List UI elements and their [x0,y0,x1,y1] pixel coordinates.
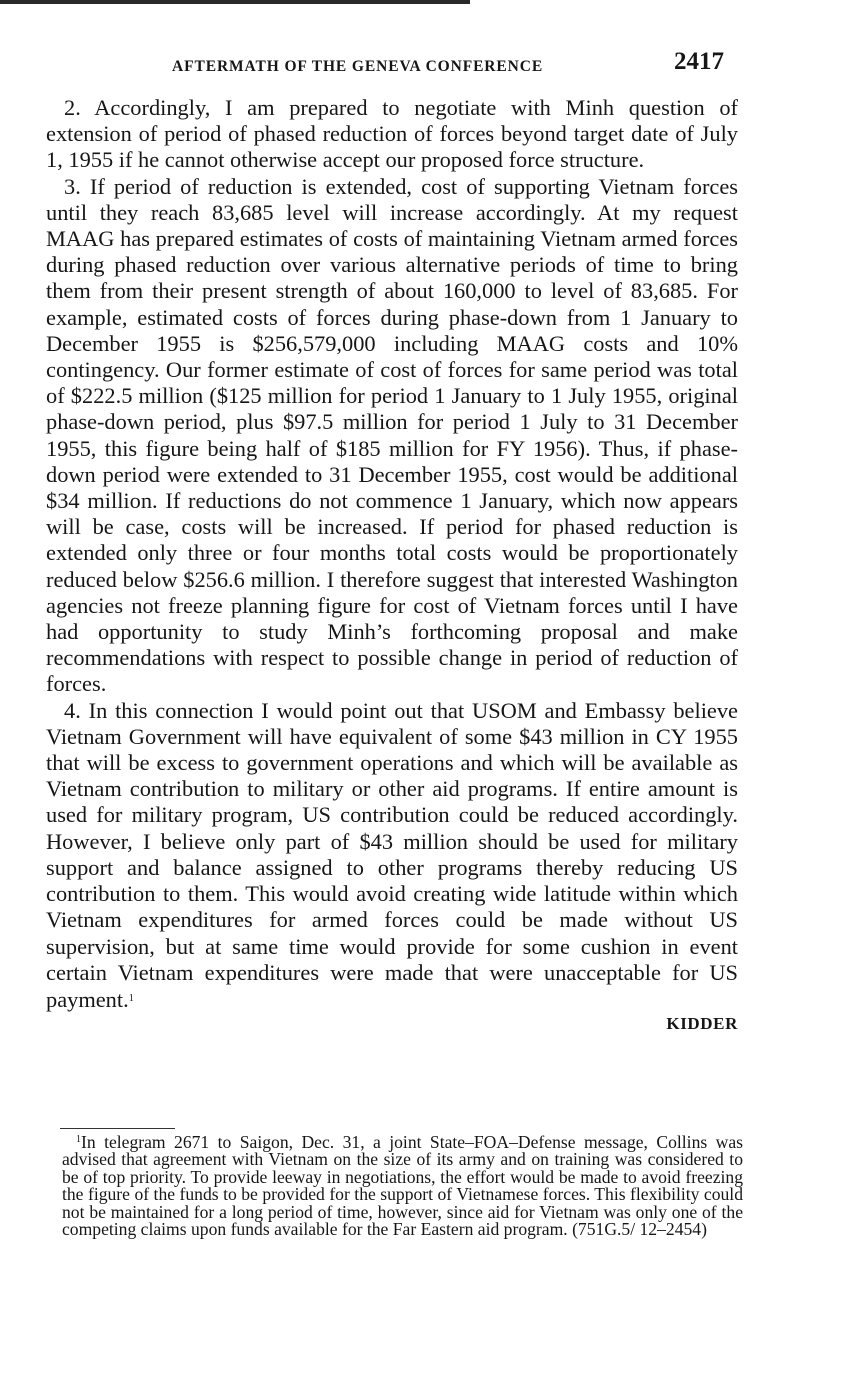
page-number: 2417 [674,48,724,75]
top-edge-rule [0,0,470,4]
footnote-marker: 1 [76,1134,81,1145]
footnote-reference: 1 [128,992,134,1004]
footnote-text: In telegram 2671 to Saigon, Dec. 31, a joint State–FOA–Defense message, Collins was advised that agreement with Vietnam on the size of its army and on training was considered to be of top priority. To provide leeway in negotiations, the effort would be made to avoid freezing the figure of the funds to be provided for the support of Vietnamese forces. This flexibility could not be maintained for a long period of time, however, since aid for Vietnam was only one of the competing claims upon funds available for the Far Eastern aid program. (751G.5/ 12–2454) [62,1132,743,1240]
body-text [46,95,738,1037]
paragraph-4-text: 4. In this connection I would point out that USOM and Embassy believe Vietnam Government will have equivalent of some $43 million in CY 1955 that will be excess to government operations and which will be available as Vietnam contribution to military or other aid programs. If entire amount is used for military program, US contribution could be reduced accordingly. However, I believe only part of $43 million should be used for military support and balance assigned to other programs thereby reducing US contribution to them. This would avoid creating wide latitude within which Vietnam expenditures for armed forces could be made without US supervision, but at same time would provide for some cushion in event certain Vietnam expenditures were made that were unacceptable for US payment. [46,697,738,1012]
footnote [62,1131,743,1238]
paragraph-3: 3. If period of reduction is extended, cost of supporting Vietnam forces until they reach 83,685 level will increase accordingly. At my request MAAG has prepared estimates of costs of maintaining Vietnam armed forces during phased reduction over various alternative periods of time to bring them from their present strength of about 160,000 to level of 83,685. For example, estimated costs of forces during phase-down from 1 January to December 1955 is $256,579,000 including MAAG costs and 10% contingency. Our former estimate of cost of forces for same period was total of $222.5 million ($125 million for period 1 January to 1 July 1955, original phase-down period, plus $97.5 million for period 1 July to 31 December 1955, this figure being half of $185 million for FY 1956). Thus, if phase-down period were extended to 31 December 1955, cost would be additional $34 million. If reductions do not commence 1 January, which now appears will be case, costs will be increased. If period for phased reduction is extended only three or four months total costs would be proportionately reduced below $256.6 million. I therefore suggest that interested Washington agencies not freeze planning figure for cost of Vietnam forces until I have had opportunity to study Minh’s forthcoming proposal and make recommendations with respect to possible change in period of reduction of forces. [46,173,738,697]
paragraph-2: 2. Accordingly, I am prepared to negotiate with Minh question of extension of period of phased reduction of forces beyond target date of July 1, 1955 if he cannot otherwise accept our proposed force structure. [46,95,738,173]
footnote-divider [60,1128,175,1129]
signature: KIDDER [666,1014,738,1034]
footnote-paragraph [62,1131,743,1238]
running-title: AFTERMATH OF THE GENEVA CONFERENCE [172,58,544,75]
paragraph-4 [46,698,738,1013]
